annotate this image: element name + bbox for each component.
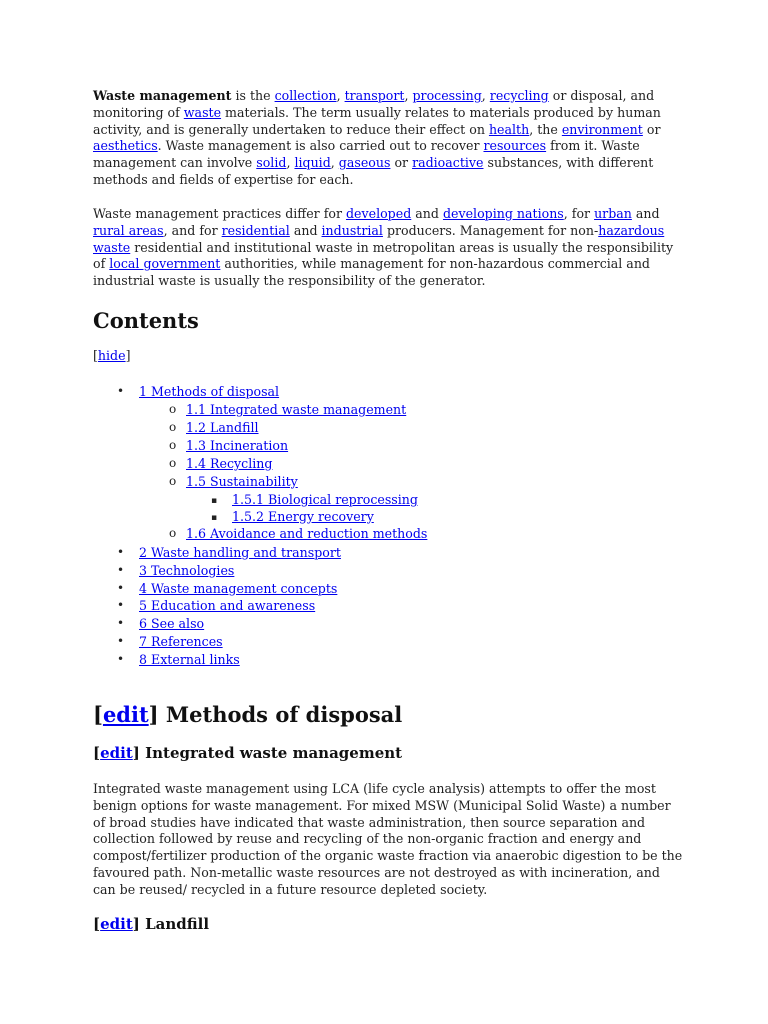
toc-bullet: • [117,652,125,666]
toc-item [93,651,653,668]
toc-item [93,455,653,472]
link-collection[interactable]: collection [274,88,337,103]
toc-bullet: • [117,545,125,559]
toc-bullet: o [169,474,177,488]
toc-link[interactable]: 8 External links [139,652,240,667]
edit-link[interactable]: edit [102,702,149,727]
toc-item [93,562,653,579]
toc-item [93,383,653,400]
link-industrial[interactable]: industrial [321,222,383,238]
text: or [642,121,661,137]
toc-item [93,437,653,454]
section-title: Landfill [139,915,210,933]
toc-item [93,401,653,418]
link-resources[interactable]: resources [483,138,547,154]
toc-link[interactable]: 1.4 Recycling [186,456,273,471]
edit-link[interactable]: edit [100,744,133,762]
text: , [481,88,490,103]
toc-item [93,508,653,525]
link-aesthetics[interactable]: aesthetics [93,138,158,154]
toc-bullet: o [169,456,177,470]
text: , [286,155,295,171]
link-developed[interactable]: developed [345,206,412,221]
toc-bullet: • [117,563,125,577]
text: is the [231,88,275,103]
intro-paragraph-2 [93,206,683,290]
bold-term: Waste management [93,88,232,103]
text: or [390,155,413,171]
link-developing-nations[interactable]: developing nations [442,206,564,221]
toc-item [93,597,653,614]
text: and [289,222,322,238]
section-title: Methods of disposal [158,702,403,727]
toc-link[interactable]: 1.5.2 Energy recovery [232,509,374,524]
toc-toggle [93,348,131,365]
bracket: ] [132,915,140,933]
intro-paragraph-1 [93,88,683,189]
toc-bullet: • [117,598,125,612]
hide-link[interactable]: hide [97,348,126,363]
text: , [336,88,345,103]
link-recycling[interactable]: recycling [489,88,549,103]
text: residential and institutional waste in metropolitan areas is usually the responsibility of [93,239,674,272]
link-radioactive[interactable]: radioactive [412,155,484,171]
toc-link[interactable]: 1.5.1 Biological reprocessing [232,492,418,507]
text: authorities, while management for non-hazardous commercial and industrial waste is usually the responsibility of the generator. [93,256,650,289]
integrated-waste-management-paragraph: Integrated waste management using LCA (life cycle analysis) attempts to offer the most benign options for waste management. For mixed MSW (Municipal Solid Waste) a number of broad studies have indicated that waste administration, then source separation and collection followed by reuse and recycling of the non-organic fraction and energy and compost/fertilizer production of the organic waste fraction via anaerobic digestion to be the favoured path. Non-metallic waste resources are not destroyed as with incineration, and can be reused/ recycled in a future resource depleted society. [93,781,683,897]
text: or disposal, and monitoring of [93,88,655,120]
link-gaseous[interactable]: gaseous [338,155,391,171]
toc-bullet: ▪ [211,496,218,506]
toc-item [93,419,653,436]
toc-item [93,491,653,508]
text: and [631,206,660,221]
toc-bullet: • [117,384,125,398]
toc-bullet: • [117,581,125,595]
toc-item [93,544,653,561]
toc-link[interactable]: 2 Waste handling and transport [139,545,341,560]
toc-bullet: o [169,402,177,416]
toc-bullet: o [169,438,177,452]
toc-bullet: • [117,616,125,630]
text: , [330,155,339,171]
text: , the [529,121,562,137]
link-rural-areas[interactable]: rural areas [93,222,164,238]
toc-bullet: • [117,634,125,648]
toc-item [93,473,653,490]
link-waste[interactable]: waste [183,104,222,120]
toc-link[interactable]: 1.2 Landfill [186,420,259,435]
link-health[interactable]: health [488,121,530,137]
link-processing[interactable]: processing [412,88,482,103]
toc-link[interactable]: 7 References [139,634,223,649]
bracket: [ [93,702,103,727]
text: materials. The term usually relates to materials produced by human activity, and is generally undertaken to reduce their effect on [93,104,661,137]
toc-link[interactable]: 3 Technologies [139,563,235,578]
text: producers. Management for non- [382,222,599,238]
toc-item [93,580,653,597]
section-heading-landfill [93,914,209,934]
text: , for [563,206,595,221]
text: , [404,88,413,103]
link-transport[interactable]: transport [344,88,405,103]
toc-link[interactable]: 1.3 Incineration [186,438,289,453]
bracket: ] [125,348,131,363]
text: , and for [163,222,222,238]
toc-link[interactable]: 1.6 Avoidance and reduction methods [186,526,428,541]
bracket: [ [93,915,101,933]
section-heading-methods-of-disposal [93,702,402,728]
link-liquid[interactable]: liquid [294,155,331,171]
toc-link[interactable]: 1.5 Sustainability [186,474,298,489]
bracket: [ [93,744,101,762]
toc-link[interactable]: 6 See also [139,616,205,631]
link-residential[interactable]: residential [221,222,290,238]
toc-link[interactable]: 1 Methods of disposal [139,384,280,399]
toc-item [93,525,653,542]
bracket: ] [132,744,140,762]
toc-bullet: o [169,420,177,434]
link-urban[interactable]: urban [594,206,632,221]
text: substances, with different methods and fields of expertise for each. [93,155,654,187]
text: and [411,206,443,221]
toc-link[interactable]: 4 Waste management concepts [139,581,338,596]
toc-item [93,633,653,650]
text: . Waste management is also carried out to recover [157,138,484,154]
toc-link[interactable]: 1.1 Integrated waste management [186,402,407,417]
toc-link[interactable]: 5 Education and awareness [139,598,316,613]
bracket: ] [148,702,159,727]
link-local-government[interactable]: local government [109,256,221,272]
edit-link[interactable]: edit [100,915,133,933]
toc-bullet: ▪ [211,513,218,523]
section-heading-integrated-waste-management [93,743,402,763]
text: from it. Waste management can involve [93,138,640,171]
text: Waste management practices differ for [93,206,346,221]
toc-bullet: o [169,526,177,540]
bracket: [ [93,348,98,363]
section-title: Integrated waste management [139,744,403,762]
toc-item [93,615,653,632]
link-hazardous-waste[interactable]: hazardous waste [93,222,665,255]
link-solid[interactable]: solid [256,155,287,171]
contents-heading: Contents [93,308,199,333]
link-environment[interactable]: environment [561,121,643,137]
